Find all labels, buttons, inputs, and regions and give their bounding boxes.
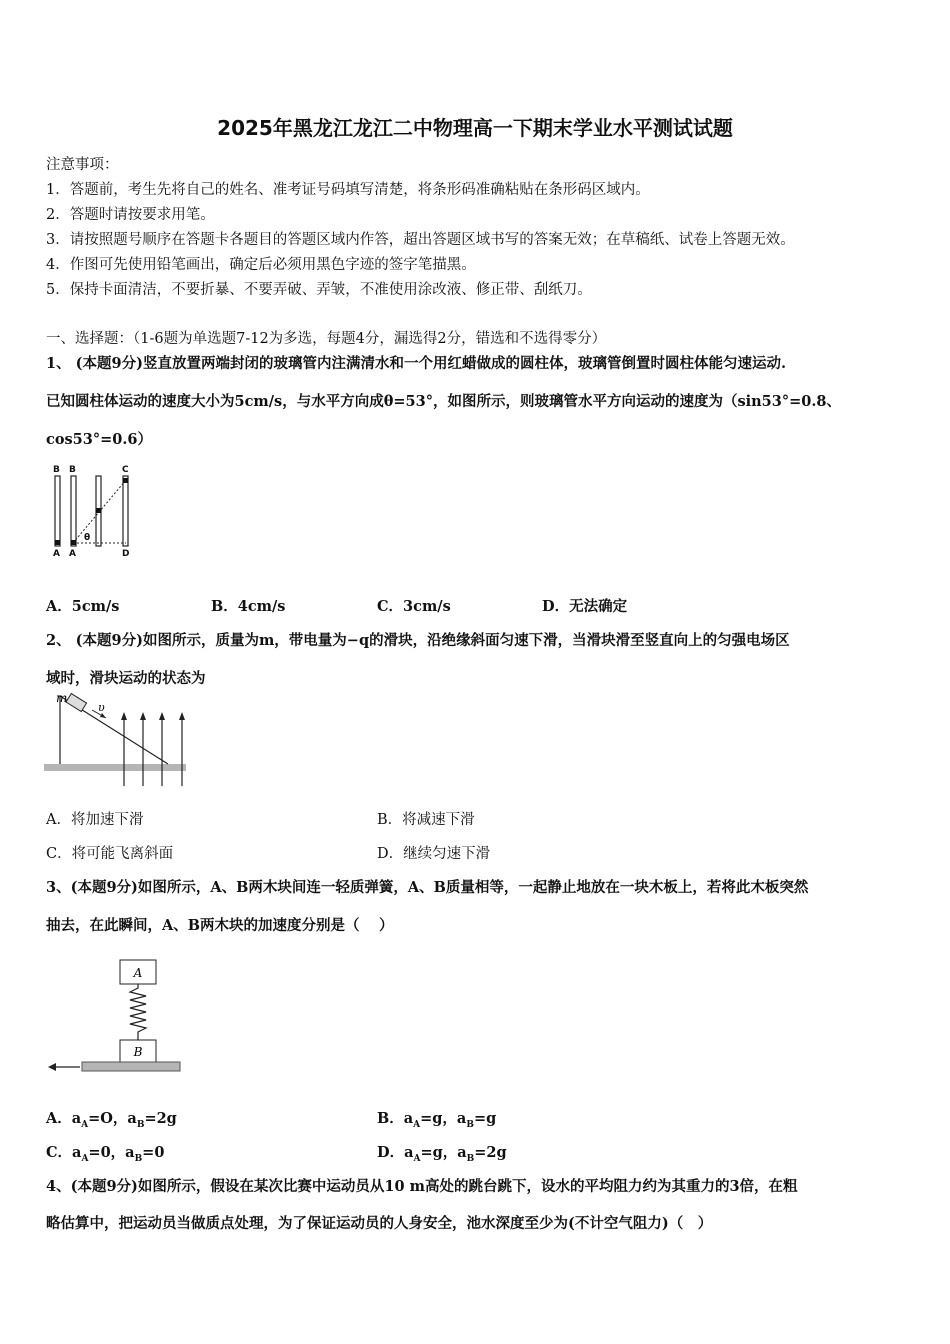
q1-text: cos53°=0.6） xyxy=(46,431,152,448)
spring xyxy=(130,984,146,1040)
q2-incline-figure xyxy=(44,690,188,788)
notice-item: 3．请按照题号顺序在答题卡各题目的答题区域内作答，超出答题区域书写的答案无效；在草稿纸、试卷上答题无效。 xyxy=(46,232,795,248)
ground xyxy=(44,764,186,771)
section-heading: 一、选择题：（1-6题为单选题7-12为多选，每题4分，漏选得2分，错选和不选得零分） xyxy=(46,331,607,347)
q1-text: 已知圆柱体运动的速度大小为5cm/s，与水平方向成θ=53°，如图所示，则玻璃管水平方向运动的速度为（sin53°=0.8、 xyxy=(46,393,841,410)
board xyxy=(82,1062,180,1071)
q2-option-c[interactable]: C．将可能飞离斜面 xyxy=(46,846,174,862)
q1-option-c[interactable]: C．3cm/s xyxy=(377,598,451,615)
notice-item: 2．答题时请按要求用笔。 xyxy=(46,207,215,223)
q3-text: 3、(本题9分)如图所示，A、B两木块间连一轻质弹簧，A、B质量相等，一起静止地放在一块木板上，若将此木板突然 xyxy=(46,879,809,896)
q2-text: 2、 (本题9分)如图所示，质量为m，带电量为−q的滑块，沿绝缘斜面匀速下滑，当滑块滑至竖直向上的匀强电场区 xyxy=(46,632,790,649)
tube-4 xyxy=(123,476,128,546)
label-v: υ xyxy=(98,701,105,714)
q3-option-d[interactable]: D．$a_A=g$，$a_B=2g$ xyxy=(377,1144,507,1164)
label-d: D xyxy=(122,549,130,559)
q2-text: 域时，滑块运动的状态为 xyxy=(46,670,206,687)
notice-heading: 注意事项： xyxy=(46,157,119,173)
q3-option-c[interactable]: C．$a_A=0$，$a_B=0$ xyxy=(46,1144,165,1164)
label-c: C xyxy=(122,465,129,475)
slider-block xyxy=(66,694,87,712)
label-a1: A xyxy=(53,549,60,559)
label-block-b: B xyxy=(133,1045,143,1059)
electric-field-lines xyxy=(124,718,182,786)
label-block-a: A xyxy=(133,966,143,980)
q3-text: 抽去，在此瞬间，A、B两木块的加速度分别是（ ） xyxy=(46,917,394,934)
page-title: 2025年黑龙江龙江二中物理高一下期末学业水平测试试题 xyxy=(217,116,733,140)
q1-glass-tube-figure xyxy=(48,462,140,562)
q4-text: 4、(本题9分)如图所示，假设在某次比赛中运动员从10 m高处的跳台跳下，设水的平均阻力约为其重力的3倍，在粗 xyxy=(46,1178,798,1195)
q1-text: 1、 (本题9分)竖直放置两端封闭的玻璃管内注满清水和一个用红蜡做成的圆柱体，玻璃管倒置时圆柱体能匀速运动. xyxy=(46,355,786,372)
q2-option-d[interactable]: D．继续匀速下滑 xyxy=(377,846,491,862)
label-b1: B xyxy=(53,465,60,475)
q1-option-b[interactable]: B．4cm/s xyxy=(211,598,286,615)
notice-item: 1．答题前，考生先将自己的姓名、准考证号码填写清楚，将条形码准确粘贴在条形码区域内。 xyxy=(46,182,650,198)
q1-option-a[interactable]: A．5cm/s xyxy=(46,598,120,615)
q1-option-d[interactable]: D．无法确定 xyxy=(542,598,628,615)
notice-item: 5．保持卡面清洁，不要折暴、不要弄破、弄皱，不准使用涂改液、修正带、刮纸刀。 xyxy=(46,282,592,298)
q4-text: 略估算中，把运动员当做质点处理，为了保证运动员的人身安全，池水深度至少为(不计空气阻力)（ ） xyxy=(46,1215,713,1232)
q3-option-a[interactable]: A．$a_A=O$，$a_B=2g$ xyxy=(46,1110,177,1130)
q2-option-b[interactable]: B．将减速下滑 xyxy=(377,812,475,828)
label-b2: B xyxy=(69,465,76,475)
q2-option-a[interactable]: A．将加速下滑 xyxy=(46,812,144,828)
label-a2: A xyxy=(69,549,76,559)
diagonal-path xyxy=(73,480,126,543)
q3-spring-figure xyxy=(46,958,186,1076)
tube-1 xyxy=(55,476,60,546)
tube-2 xyxy=(71,476,76,546)
label-m: m xyxy=(56,691,68,705)
label-theta: θ xyxy=(84,533,91,543)
q3-option-b[interactable]: B．$a_A=g$，$a_B=g$ xyxy=(377,1110,497,1130)
notice-item: 4．作图可先使用铅笔画出，确定后必须用黑色字迹的签字笔描黑。 xyxy=(46,257,476,273)
